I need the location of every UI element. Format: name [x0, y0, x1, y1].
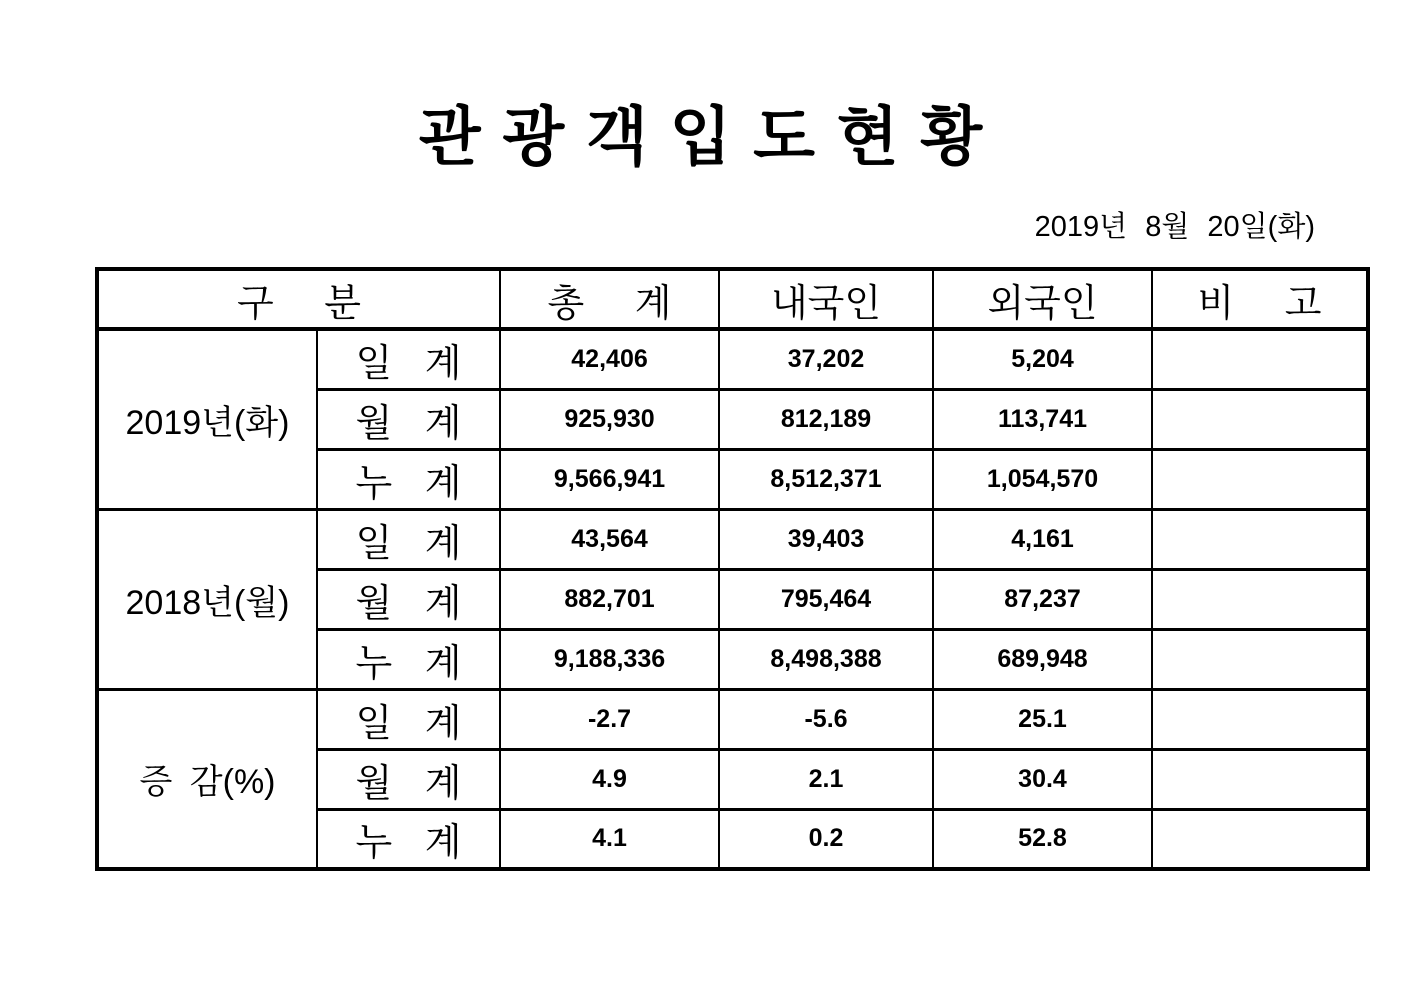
domestic-value: 8,498,388 — [719, 629, 933, 689]
header-remarks: 비 고 — [1152, 269, 1368, 329]
row-label-cumulative: 누 계 — [317, 629, 500, 689]
row-label-daily: 일 계 — [317, 689, 500, 749]
foreign-value: 113,741 — [933, 389, 1152, 449]
remarks-cell — [1152, 569, 1368, 629]
remarks-cell — [1152, 329, 1368, 389]
foreign-value: 1,054,570 — [933, 449, 1152, 509]
header-row — [97, 269, 1368, 329]
table-row — [97, 329, 1368, 389]
header-total: 총 계 — [500, 269, 719, 329]
total-value: 42,406 — [500, 329, 719, 389]
remarks-cell — [1152, 449, 1368, 509]
remarks-cell — [1152, 389, 1368, 449]
total-value: 9,566,941 — [500, 449, 719, 509]
row-label-cumulative: 누 계 — [317, 449, 500, 509]
total-value: -2.7 — [500, 689, 719, 749]
foreign-value: 87,237 — [933, 569, 1152, 629]
domestic-value: 2.1 — [719, 749, 933, 809]
row-label-daily: 일 계 — [317, 329, 500, 389]
table-row — [97, 689, 1368, 749]
foreign-value: 689,948 — [933, 629, 1152, 689]
domestic-value: 37,202 — [719, 329, 933, 389]
total-value: 4.9 — [500, 749, 719, 809]
domestic-value: 812,189 — [719, 389, 933, 449]
remarks-cell — [1152, 629, 1368, 689]
foreign-value: 4,161 — [933, 509, 1152, 569]
foreign-value: 52.8 — [933, 809, 1152, 869]
tourist-arrivals-table — [95, 267, 1370, 871]
header-category: 구 분 — [97, 269, 500, 329]
total-value: 925,930 — [500, 389, 719, 449]
remarks-cell — [1152, 509, 1368, 569]
page-title: 관 광 객 입 도 현 황 — [418, 101, 985, 173]
header-domestic: 내국인 — [719, 269, 933, 329]
domestic-value: 0.2 — [719, 809, 933, 869]
remarks-cell — [1152, 809, 1368, 869]
total-value: 882,701 — [500, 569, 719, 629]
header-foreign: 외국인 — [933, 269, 1152, 329]
table-row — [97, 509, 1368, 569]
foreign-value: 5,204 — [933, 329, 1152, 389]
total-value: 9,188,336 — [500, 629, 719, 689]
group-label-change: 증 감(%) — [97, 689, 317, 869]
foreign-value: 25.1 — [933, 689, 1152, 749]
row-label-monthly: 월 계 — [317, 569, 500, 629]
row-label-cumulative: 누 계 — [317, 809, 500, 869]
domestic-value: 795,464 — [719, 569, 933, 629]
group-label-2018: 2018년(월) — [97, 509, 317, 689]
row-label-monthly: 월 계 — [317, 749, 500, 809]
group-label-2019: 2019년(화) — [97, 329, 317, 509]
domestic-value: 8,512,371 — [719, 449, 933, 509]
row-label-daily: 일 계 — [317, 509, 500, 569]
total-value: 43,564 — [500, 509, 719, 569]
domestic-value: 39,403 — [719, 509, 933, 569]
total-value: 4.1 — [500, 809, 719, 869]
remarks-cell — [1152, 689, 1368, 749]
row-label-monthly: 월 계 — [317, 389, 500, 449]
report-date: 2019년 8월 20일(화) — [1034, 211, 1315, 243]
foreign-value: 30.4 — [933, 749, 1152, 809]
remarks-cell — [1152, 749, 1368, 809]
domestic-value: -5.6 — [719, 689, 933, 749]
